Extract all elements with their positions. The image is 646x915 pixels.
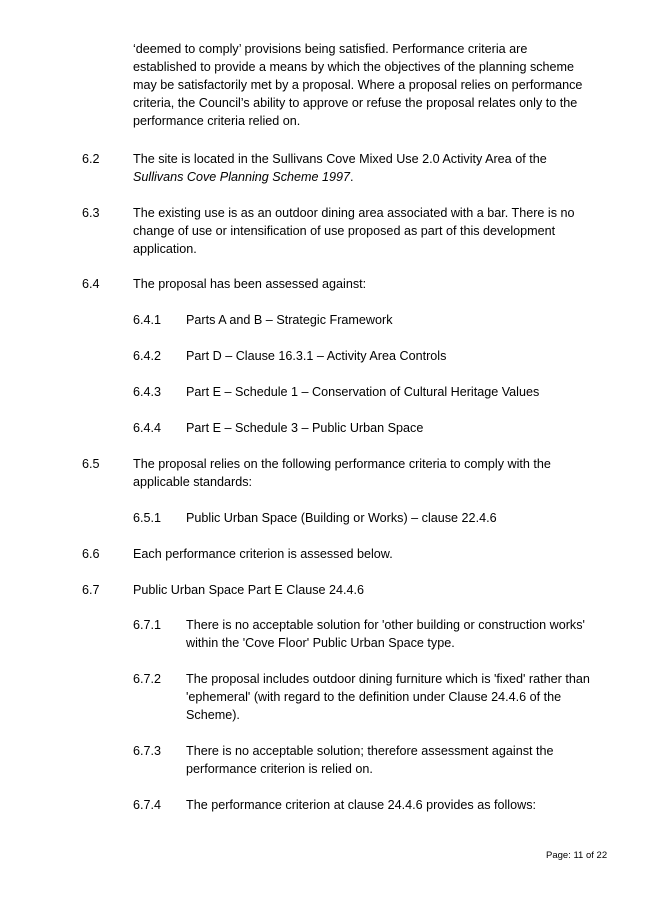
item-6-4-3-number: 6.4.3 (133, 385, 162, 399)
item-6-7-3-number: 6.7.3 (133, 744, 162, 758)
item-6-5-1-number: 6.5.1 (133, 511, 162, 525)
intro-line: may be satisfactorily met by a proposal. Where a proposal relies on performance (133, 78, 583, 92)
item-6-4-1-text: Parts A and B – Strategic Framework (186, 313, 393, 327)
intro-line: performance criteria relied on. (133, 114, 301, 128)
scheme-title: Sullivans Cove Planning Scheme 1997 (133, 170, 351, 184)
item-6-7-2-text (186, 670, 606, 724)
item-6-4-1-number: 6.4.1 (133, 313, 162, 327)
section-6-3-line: The existing use is as an outdoor dining area associated with a bar. There is no (133, 206, 575, 220)
section-6-3-number: 6.3 (82, 206, 100, 220)
item-6-7-1-line: There is no acceptable solution for 'other building or construction works' (186, 618, 585, 632)
item-6-7-2-line: Scheme). (186, 708, 240, 722)
period: . (350, 170, 354, 184)
item-6-4-4-text: Part E – Schedule 3 – Public Urban Space (186, 421, 424, 435)
item-6-7-1-text (186, 616, 606, 652)
section-6-5-number: 6.5 (82, 457, 100, 471)
item-6-7-3-text (186, 742, 606, 778)
item-6-7-1-line: within the 'Cove Floor' Public Urban Space type. (186, 636, 455, 650)
item-6-4-3-text: Part E – Schedule 1 – Conservation of Cultural Heritage Values (186, 385, 540, 399)
item-6-7-3-line: There is no acceptable solution; therefore assessment against the (186, 744, 554, 758)
intro-paragraph (133, 40, 603, 130)
section-6-5-text (133, 455, 603, 491)
section-6-2-line: The site is located in the Sullivans Cove Mixed Use 2.0 Activity Area of the (133, 152, 547, 166)
section-6-5-line: applicable standards: (133, 475, 253, 489)
section-6-2-line (133, 168, 603, 186)
item-6-7-4-line: The performance criterion at clause 24.4.6 provides as follows: (186, 798, 536, 812)
intro-line: ‘deemed to comply’ provisions being satisfied. Performance criteria are (133, 42, 528, 56)
section-6-7-heading: Public Urban Space Part E Clause 24.4.6 (133, 583, 365, 597)
page-number: Page: 11 of 22 (546, 850, 608, 861)
section-6-3-text (133, 204, 603, 258)
item-6-4-2-number: 6.4.2 (133, 349, 162, 363)
section-6-6-text: Each performance criterion is assessed below. (133, 547, 393, 561)
section-6-4-text: The proposal has been assessed against: (133, 277, 367, 291)
section-6-3-line: application. (133, 242, 197, 256)
item-6-7-2-line: The proposal includes outdoor dining furniture which is 'fixed' rather than (186, 672, 590, 686)
item-6-7-3-line: performance criterion is relied on. (186, 762, 373, 776)
item-6-7-1-number: 6.7.1 (133, 618, 162, 632)
section-6-2-text (133, 150, 603, 186)
item-6-7-2-line: 'ephemeral' (with regard to the definition under Clause 24.4.6 of the (186, 690, 562, 704)
section-6-5-line: The proposal relies on the following performance criteria to comply with the (133, 457, 551, 471)
section-6-4-number: 6.4 (82, 277, 100, 291)
section-6-2-number: 6.2 (82, 152, 100, 166)
item-6-7-4-text (186, 796, 606, 814)
item-6-7-2-number: 6.7.2 (133, 672, 162, 686)
item-6-5-1-text: Public Urban Space (Building or Works) – clause 22.4.6 (186, 511, 497, 525)
item-6-4-2-text: Part D – Clause 16.3.1 – Activity Area Controls (186, 349, 447, 363)
item-6-4-4-number: 6.4.4 (133, 421, 162, 435)
intro-line: criteria, the Council’s ability to approve or refuse the proposal relates only to the (133, 96, 578, 110)
section-6-6-number: 6.6 (82, 547, 100, 561)
section-6-7-number: 6.7 (82, 583, 100, 597)
item-6-7-4-number: 6.7.4 (133, 798, 162, 812)
section-6-3-line: change of use or intensification of use proposed as part of this development (133, 224, 556, 238)
intro-line: established to provide a means by which the objectives of the planning scheme (133, 60, 575, 74)
